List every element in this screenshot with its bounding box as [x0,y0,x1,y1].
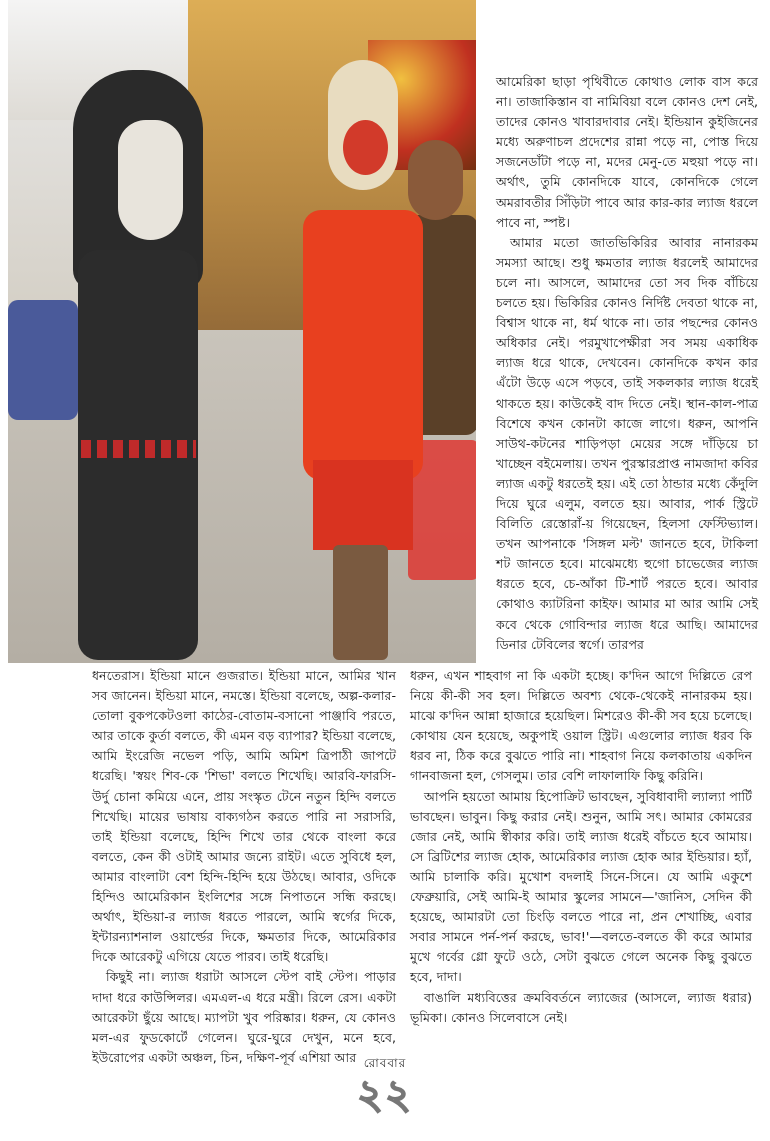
paragraph: আমেরিকা ছাড়া পৃথিবীতে কোথাও লোক বাস করে না। তাজাকিস্তান বা নামিবিয়া বলে কোনও দেশ নেই, তাদের কোনও খাবারদাবার নেই। ইন্ডিয়ান কুইজিনের মধ্যে অরুণাচল প্রদেশের রান্না পড়ে না, পোস্ত দিয়ে সজনেডাঁটা পড়ে না, মদের মেনু-তে মহুয়া পড়ে না। অর্থাৎ, তুমি কোনদিকে যাবে, কোনদিকে গেলে অমরাবতীর সিঁড়িটা পাবে আর কার-কার ল্যাজ ধরলে পাবে না, স্পষ্ট। [496,74,758,230]
magazine-name: রোববার [363,1056,407,1070]
page-footer [0,1055,770,1118]
article-column-right-top [496,72,758,655]
paragraph: ধনতেরাস। ইন্ডিয়া মানে গুজরাত। ইন্ডিয়া মানে, আমির খান সব জানেন। ইন্ডিয়া মানে, নমস্তে। ইন্ডিয়া বলেছে, অল্প-কলার-তোলা বুকপকেটওলা কাঠের-বোতাম-বসানো পাঞ্জাবি পরতে, আর তাকে কুর্তা বলতে, কী এমন বড় ব্যাপার? ইন্ডিয়া বলেছে, আমি ইংরেজি নভেল পড়ি, আমি অমিশ ত্রিপাঠী জাপটে ধরেছি। 'স্বয়ং শিব-কে 'শিভা' বলতে শিখেছি। আরবি-ফারসি-উর্দু চোনা কমিয়ে এনে, প্রায় সংস্কৃত টেনে নতুন হিন্দি বলতে শিখেছি। মায়ের ভাষায় বাক্যগঠন করতে পারি না সরাসরি, তাই ইন্ডিয়া বলেছে, হিন্দি শিখে তার থেকে বাংলা করে বলতে, কেন কী ওটাই আমার জন্যে রাইট। এতে সুবিধে হল, আমার বাংলাটা বেশ হিন্দি-হিন্দি হয়ে উঠছে। আবার, ওদিকে হিন্দিও আমেরিকান ইংলিশের সঙ্গে নিপাতনে সন্ধি করছে। অর্থাৎ, ইন্ডিয়া-র ল্যাজ ধরতে পারলে, আমি স্বর্গের দিকে, ইন্টারন্যাশনাল ওয়ার্ল্ডের দিকে, ক্ষমতার দিকে, আমেরিকার দিকে আরেকটু এগিয়ে যেতে পারব। তাই ধরেছি। [92,668,396,965]
masked-figure-black [63,70,213,660]
paragraph: আপনি হয়তো আমায় হিপোক্রিট ভাবছেন, সুবিধাবাদী ল্যাল্যা পার্টি ভাবছেন। ভাবুন। কিছু করার নেই। শুনুন, আমি সৎ। আমার কোমরের জোর নেই, আমি স্বীকার করি। তাই ল্যাজ ধরেই বাঁচতে হবে আমায়। সে ব্রিটিশের ল্যাজ হোক, আমেরিকার ল্যাজ হোক আর ইন্ডিয়ার। হ্যাঁ, আমি চালাকি করি। মুখোশ বদলাই সিনে-সিনে। যে আমি একুশে ফেব্রুয়ারি, সেই আমি-ই আমার স্কুলের সামনে—'জানিস, সেদিন কী হয়েছে, আমারটা তো চিংড়ি বলতে পারে না, প্রন শেখাচ্ছি, এবার সবার সামনে পর্ন-পর্ন করছে, ভাব!'—বলতে-বলতে কী করে আমার মুখে গর্বের গ্লো ফুটে ওঠে, সেটা বুঝতে গেলে অনেক কিছু বুঝতে হবে, দাদা। [410,788,752,985]
masked-figure-hanuman [288,60,428,660]
paragraph: কিছুই না। ল্যাজ ধরাটা আসলে স্টেপ বাই স্টেপ। পাড়ার দাদা ধরে কাউন্সিলর। এমএল-এ ধরে মন্ত্রী। রিলে রেস। একটা আরেকটা ছুঁয়ে আছে। ম্যাপটা খুব পরিষ্কার। ধরুন, যে কোনও মল-এর ফুডকোর্টে গেলেন। ঘুরে-ঘুরে দেখুন, মনে হবে, ইউরোপের একটা অঞ্চল, চিন, দক্ষিণ-পূর্ব এশিয়া আর [92,969,396,1065]
paragraph: আমার মতো জাতভিকিরির আবার নানারকম সমস্যা আছে। শুধু ক্ষমতার ল্যাজ ধরলেই আমাদের চলে না। আসলে, আমাদের তো সব দিক বাঁচিয়ে চলতে হয়। ভিকিরির কোনও নির্দিষ্ট দেবতা থাকে না, বিশ্বাস থাকে না, ধর্ম থাকে না। তার পছন্দের কোনও অধিকার নেই। পরমুখাপেক্ষীরা সব সময় একাধিক ল্যাজ ধরে থাকে, দেখবেন। কোনদিকে কখন কার এঁটো উড়ে এসে পড়বে, তাই সকলকার ল্যাজ ধরেই থাকতে হয়। কাউকেই বাদ দিতে নেই। স্থান-কাল-পাত্র বিশেষে কখন কোনটা কাজে লাগে। ধরুন, আপনি সাউথ-কটনের শাড়িপড়া মেয়ের সঙ্গে দাঁড়িয়ে চা খাচ্ছেন বইমেলায়। তখন পুরস্কারপ্রাপ্ত নামজাদা কবির ল্যাজ একটু ধরতেই হয়। এই তো ঠান্ডার মধ্যে কেঁদুলি দিয়ে ঘুরে এলুম, বলতে হয়। আবার, পার্ক স্ট্রিটে বিলিতি রেস্তোরাঁ-য় গিয়েছেন, হিলসা ফেস্টিভ্যাল। তখন আপনাকে 'সিঙ্গল মল্ট' জানতে হবে, টাকিলা শট জানতে হবে। মাঝেমধ্যে হুগো চাভেজের ল্যাজ ধরতে হবে, চে-আঁকা টি-শার্ট পরতে হবে। আবার কোথাও ক্যাটরিনা কাইফ। আমার মা আর আমি সেই কবে থেকে গোবিন্দার ল্যাজ ধরে আছি। আমাদের ডিনার টেবিলের স্বর্গে। তারপর [496,234,758,652]
article-column-right-bottom [410,666,752,1028]
paragraph: ধরুন, এখন শাহবাগ না কি একটা হচ্ছে। ক'দিন আগে দিল্লিতে রেপ নিয়ে কী-কী সব হল। দিল্লিতে অবশ্য থেকে-থেকেই নানারকম হয়। মাঝে ক'দিন আন্না হাজারে হয়েছিল। মিশরেও কী-কী সব হয়ে চলেছে। কোথায় যেন হয়েছে, অকুপাই ওয়াল স্ট্রিট। এগুলোর ল্যাজ ধরব কি ধরব না, ঠিক করে বুঝতে পারি না। শাহবাগ নিয়ে কলকাতায় একদিন গানবাজনা হল, গেসলুম। তার বেশি লাফালাফি কিছু করিনি। [410,668,752,784]
article-column-left-bottom [92,666,396,1068]
costumed-people-photo [8,0,476,663]
page-number: ২২ [356,1071,413,1118]
paragraph: বাঙালি মধ্যবিত্তের ক্রমবিবর্তনে ল্যাজের (আসলে, ল্যাজ ধরার) ভূমিকা। কোনও সিলেবাসে নেই। [410,989,752,1025]
